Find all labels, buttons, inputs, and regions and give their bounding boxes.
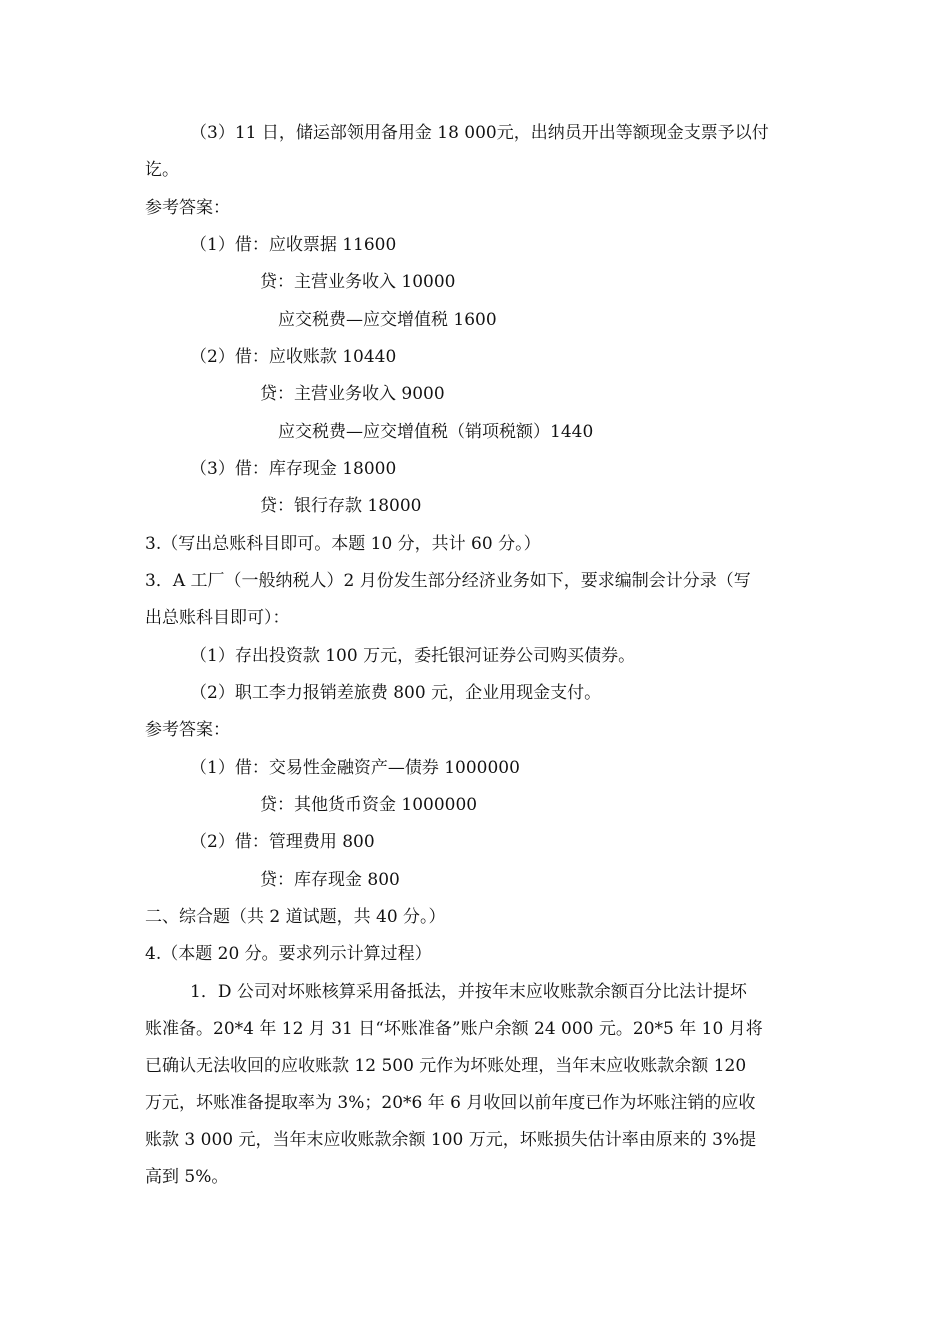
question-3-header: 3.（写出总账科目即可。本题 10 分，共计 60 分。） xyxy=(145,534,541,554)
question-4-line: 1．D 公司对坏账核算采用备抵法，并按年末应收账款余额百分比法计提坏 xyxy=(190,982,747,1002)
q3-entry-2-debit: （2）借：管理费用 800 xyxy=(190,832,375,852)
entry-3-credit-1: 贷：银行存款 18000 xyxy=(260,496,422,516)
answer-heading-1: 参考答案： xyxy=(145,198,230,218)
section-2-header: 二、综合题（共 2 道试题，共 40 分。） xyxy=(145,907,446,927)
answer-heading-2: 参考答案： xyxy=(145,720,230,740)
q3-entry-2-credit-1: 贷：库存现金 800 xyxy=(260,870,400,890)
intro-line-1: （3）11 日，储运部领用备用金 18 000元，出纳员开出等额现金支票予以付 xyxy=(190,123,769,143)
question-4-line: 账准备。20*4 年 12 月 31 日“坏账准备”账户余额 24 000 元。20*5 年 10 月将 xyxy=(145,1019,763,1039)
question-4-body xyxy=(145,974,825,1196)
entry-2-credit-1: 贷：主营业务收入 9000 xyxy=(260,384,445,404)
question-4-header: 4.（本题 20 分。要求列示计算过程） xyxy=(145,944,432,964)
question-4-line: 已确认无法收回的应收账款 12 500 元作为坏账处理，当年末应收账款余额 120 xyxy=(145,1056,747,1076)
question-4-line: 高到 5%。 xyxy=(145,1167,229,1187)
question-4-line: 万元，坏账准备提取率为 3%；20*6 年 6 月收回以前年度已作为坏账注销的应收 xyxy=(145,1093,756,1113)
entry-3-debit: （3）借：库存现金 18000 xyxy=(190,459,397,479)
entry-2-debit: （2）借：应收账款 10440 xyxy=(190,347,397,367)
question-3-stem-line-1: 3．A 工厂（一般纳税人）2 月份发生部分经济业务如下，要求编制会计分录（写 xyxy=(145,571,751,591)
question-3-item-1: （1）存出投资款 100 万元，委托银河证券公司购买债券。 xyxy=(190,646,636,666)
question-3-stem-line-2: 出总账科目即可）： xyxy=(145,608,290,628)
q3-entry-1-credit-1: 贷：其他货币资金 1000000 xyxy=(260,795,478,815)
question-4-line: 账款 3 000 元，当年末应收账款余额 100 万元，坏账损失估计率由原来的 3%提 xyxy=(145,1130,757,1150)
entry-1-credit-1: 贷：主营业务收入 10000 xyxy=(260,272,456,292)
question-3-item-2: （2）职工李力报销差旅费 800 元，企业用现金支付。 xyxy=(190,683,602,703)
entry-1-credit-2: 应交税费—应交增值税 1600 xyxy=(278,310,497,330)
q3-entry-1-debit: （1）借：交易性金融资产—债券 1000000 xyxy=(190,758,520,778)
intro-line-2: 讫。 xyxy=(145,160,179,180)
entry-2-credit-2: 应交税费—应交增值税（销项税额）1440 xyxy=(278,422,594,442)
entry-1-debit: （1）借：应收票据 11600 xyxy=(190,235,397,255)
